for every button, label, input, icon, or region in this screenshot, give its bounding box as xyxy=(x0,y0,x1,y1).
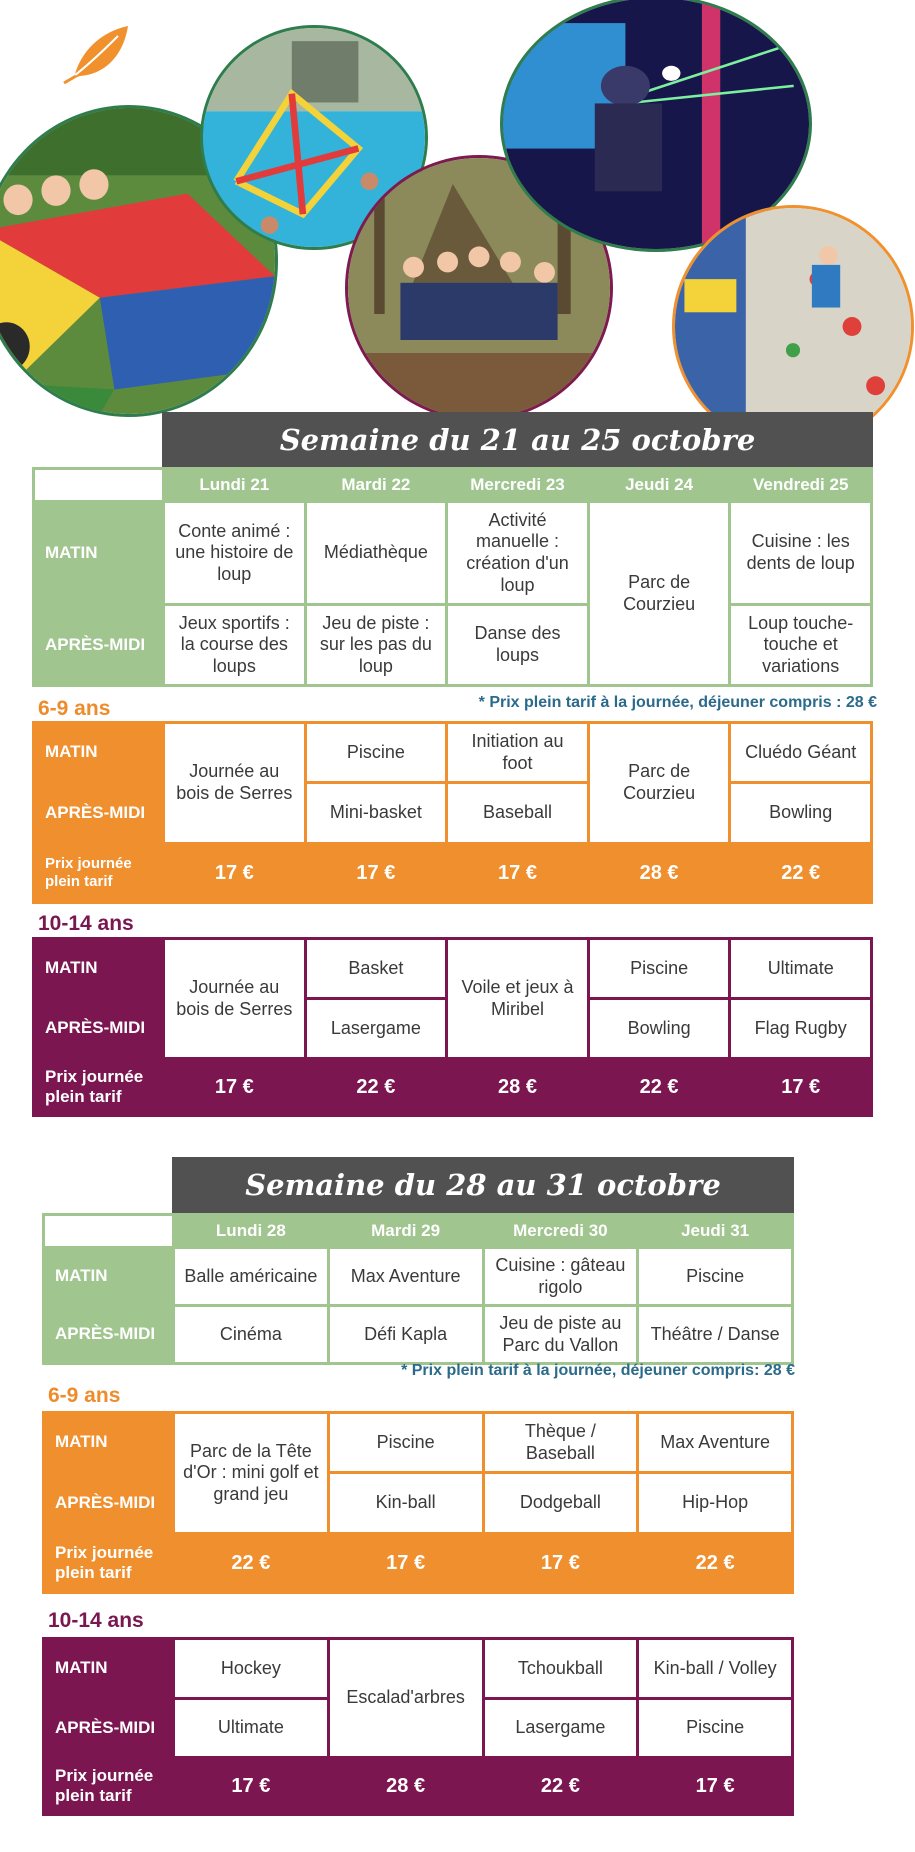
activity-cell: Jeux sportifs : la course des loups xyxy=(165,606,304,684)
activity-cell: Basket xyxy=(307,940,446,997)
row-label-apres-midi: APRÈS-MIDI xyxy=(35,606,162,684)
activity-cell: Médiathèque xyxy=(307,503,446,603)
price-cell: 17 € xyxy=(175,1759,327,1813)
activity-cell: Loup touche-touche et variations xyxy=(731,606,870,684)
row-label-matin: MATIN xyxy=(35,503,162,603)
week2-age-3-6-table xyxy=(42,1213,794,1365)
price-cell: 22 € xyxy=(639,1535,791,1591)
row-label-price: Prix journée plein tarif xyxy=(45,1759,172,1813)
activity-cell: Tchoukball xyxy=(485,1640,637,1697)
price-cell: 28 € xyxy=(448,1060,587,1114)
corner xyxy=(45,1216,172,1246)
activity-cell: Dodgeball xyxy=(485,1474,637,1532)
price-note: * Prix plein tarif à la journée, déjeuner compris : 28 € xyxy=(478,694,877,711)
day-header: Mardi 29 xyxy=(330,1216,482,1246)
activity-cell: Cuisine : gâteau rigolo xyxy=(485,1249,637,1304)
leaf-icon xyxy=(62,22,132,84)
activity-cell: Hip-Hop xyxy=(639,1474,791,1532)
price-cell: 17 € xyxy=(307,845,446,901)
row-label-apres-midi: APRÈS-MIDI xyxy=(45,1474,172,1532)
activity-cell: Conte animé : une histoire de loup xyxy=(165,503,304,603)
row-label-apres-midi: APRÈS-MIDI xyxy=(35,784,162,842)
row-label-apres-midi: APRÈS-MIDI xyxy=(45,1307,172,1362)
price-cell: 17 € xyxy=(485,1535,637,1591)
row-label-price: Prix journée plein tarif xyxy=(35,845,162,901)
activity-cell: Cuisine : les dents de loup xyxy=(731,503,870,603)
activity-cell: Flag Rugby xyxy=(731,1000,870,1057)
activity-cell: Activité manuelle : création d'un loup xyxy=(448,503,587,603)
price-cell: 17 € xyxy=(165,845,304,901)
activity-cell: Piscine xyxy=(590,940,729,997)
price-cell: 22 € xyxy=(485,1759,637,1813)
activity-cell: Piscine xyxy=(639,1249,791,1304)
activity-cell: Mini-basket xyxy=(307,784,446,842)
activity-cell: Kin-ball xyxy=(330,1474,482,1532)
week1-age-10-14-label: 10-14 ans xyxy=(38,912,134,935)
day-header: Lundi 21 xyxy=(165,470,304,500)
day-header: Vendredi 25 xyxy=(731,470,870,500)
row-label-apres-midi: APRÈS-MIDI xyxy=(45,1700,172,1756)
activity-cell: Théâtre / Danse xyxy=(639,1307,791,1362)
activity-cell: Bowling xyxy=(590,1000,729,1057)
row-label-apres-midi: APRÈS-MIDI xyxy=(35,1000,162,1057)
price-cell: 17 € xyxy=(731,1060,870,1114)
day-header: Lundi 28 xyxy=(175,1216,327,1246)
activity-cell: Parc de la Tête d'Or : mini golf et grand jeu xyxy=(175,1414,327,1532)
activity-cell: Thèque / Baseball xyxy=(485,1414,637,1471)
day-header: Mardi 22 xyxy=(307,470,446,500)
price-cell: 22 € xyxy=(590,1060,729,1114)
activity-cell: Piscine xyxy=(639,1700,791,1756)
activity-cell: Initiation au foot xyxy=(448,724,587,781)
activity-cell: Piscine xyxy=(307,724,446,781)
day-header: Jeudi 31 xyxy=(639,1216,791,1246)
price-cell: 22 € xyxy=(307,1060,446,1114)
activity-cell: Jeu de piste : sur les pas du loup xyxy=(307,606,446,684)
week1-age-3-6-table xyxy=(32,467,873,687)
activity-cell: Lasergame xyxy=(485,1700,637,1756)
activity-cell: Balle américaine xyxy=(175,1249,327,1304)
week2-age-6-9-table xyxy=(42,1411,794,1594)
activity-cell: Escalad'arbres xyxy=(330,1640,482,1756)
price-cell: 22 € xyxy=(175,1535,327,1591)
activity-cell: Hockey xyxy=(175,1640,327,1697)
price-note: * Prix plein tarif à la journée, déjeuner compris: 28 € xyxy=(401,1362,795,1379)
week2-age-6-9-label: 6-9 ans xyxy=(48,1384,121,1407)
week1-title: Semaine du 21 au 25 octobre xyxy=(162,412,873,468)
row-label-matin: MATIN xyxy=(45,1640,172,1697)
activity-cell: Bowling xyxy=(731,784,870,842)
activity-cell: Ultimate xyxy=(731,940,870,997)
activity-cell: Cinéma xyxy=(175,1307,327,1362)
day-header: Jeudi 24 xyxy=(590,470,729,500)
activity-cell: Parc de Courzieu xyxy=(590,503,729,684)
activity-cell: Cluédo Géant xyxy=(731,724,870,781)
row-label-matin: MATIN xyxy=(45,1414,172,1471)
day-header: Mercredi 30 xyxy=(485,1216,637,1246)
activity-cell: Max Aventure xyxy=(639,1414,791,1471)
activity-cell: Jeu de piste au Parc du Vallon xyxy=(485,1307,637,1362)
activity-cell: Voile et jeux à Miribel xyxy=(448,940,587,1057)
activity-cell: Journée au bois de Serres xyxy=(165,940,304,1057)
row-label-price: Prix journée plein tarif xyxy=(45,1535,172,1591)
price-cell: 28 € xyxy=(330,1759,482,1813)
price-cell: 17 € xyxy=(330,1535,482,1591)
week1-age-6-9-label: 6-9 ans xyxy=(38,697,111,720)
activity-cell: Max Aventure xyxy=(330,1249,482,1304)
activity-cell: Baseball xyxy=(448,784,587,842)
week1-age-6-9-table xyxy=(32,721,873,904)
activity-cell: Défi Kapla xyxy=(330,1307,482,1362)
day-header: Mercredi 23 xyxy=(448,470,587,500)
activity-cell: Danse des loups xyxy=(448,606,587,684)
activity-cell: Kin-ball / Volley xyxy=(639,1640,791,1697)
row-label-matin: MATIN xyxy=(35,940,162,997)
row-label-matin: MATIN xyxy=(45,1249,172,1304)
row-label-price: Prix journée plein tarif xyxy=(35,1060,162,1114)
price-cell: 17 € xyxy=(165,1060,304,1114)
week2-title: Semaine du 28 au 31 octobre xyxy=(172,1157,794,1213)
row-label-matin: MATIN xyxy=(35,724,162,781)
price-cell: 22 € xyxy=(731,845,870,901)
activity-cell: Piscine xyxy=(330,1414,482,1471)
activity-cell: Parc de Courzieu xyxy=(590,724,729,842)
week1-age-10-14-table xyxy=(32,937,873,1117)
week2-age-10-14-label: 10-14 ans xyxy=(48,1609,144,1632)
price-cell: 28 € xyxy=(590,845,729,901)
corner xyxy=(35,470,162,500)
activity-cell: Lasergame xyxy=(307,1000,446,1057)
price-cell: 17 € xyxy=(639,1759,791,1813)
activity-cell: Ultimate xyxy=(175,1700,327,1756)
week2-age-10-14-table xyxy=(42,1637,794,1816)
activity-cell: Journée au bois de Serres xyxy=(165,724,304,842)
price-cell: 17 € xyxy=(448,845,587,901)
